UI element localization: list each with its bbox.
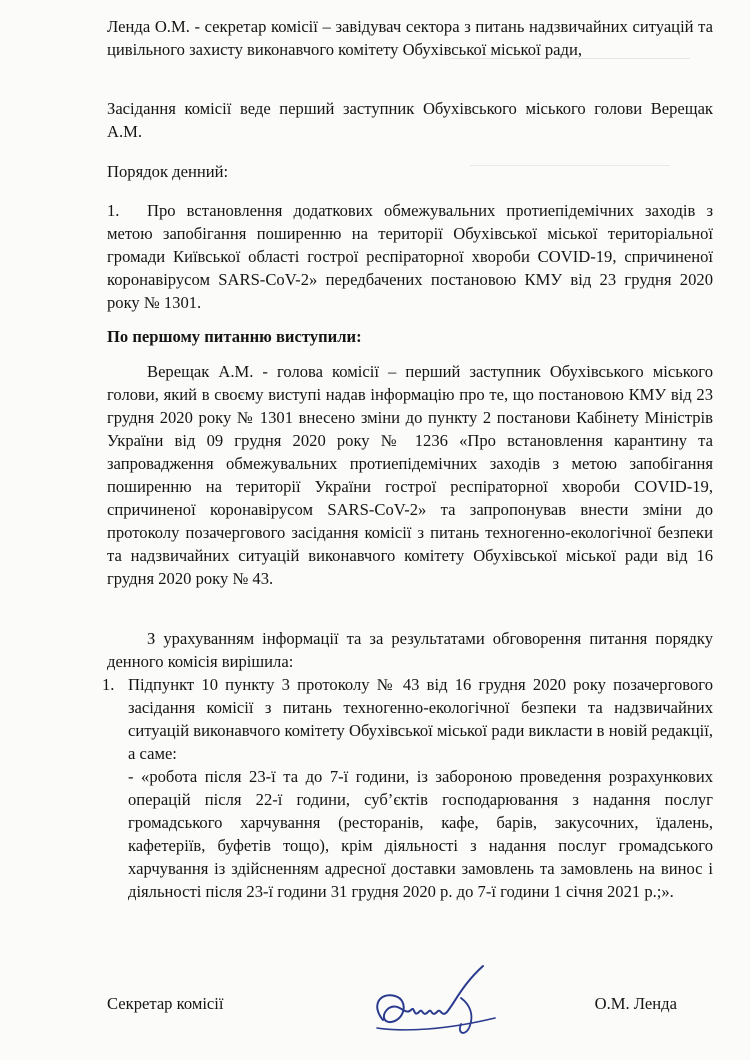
decision-item-number: 1. [102, 675, 115, 694]
chair-paragraph: Засідання комісії веде перший заступник Обухівського міського голови Верещак А.М. [107, 99, 713, 141]
agenda-item-number: 1. [107, 201, 120, 220]
agenda-title: Порядок денний: [107, 162, 229, 181]
decision-item-1 [102, 673, 713, 903]
bleed-through-decoration [450, 58, 690, 99]
decision-item-quote: - «робота після 23-ї та до 7-ї години, із забороною проведення розрахункових операцій після 22-ї години, суб’єктів господарювання з надання послуг громадського харчування (ресторанів, кафе, барів, закусочних, їдалень, кафетеріїв, буфетів тощо), крім діяльності з надання послуг громадського харчування із здійсненням адресної доставки замовлень та замовлень на винос і діяльності після 23-ї години 31 грудня 2020 р. до 7-ї години 1 січня 2021 р.;». [128, 767, 713, 901]
handwritten-signature-icon [365, 958, 515, 1038]
secretary-name: О.М. Ленда [594, 994, 677, 1013]
decision-item-text: Підпункт 10 пункту 3 протоколу № 43 від 16 грудня 2020 року позачергового засідання комісії з питань техногенно-екологічної безпеки та надзвичайних ситуацій виконавчого комітету Обухівської міської ради викласти в новій редакції, а саме: [128, 675, 713, 763]
member-secretary-paragraph: Ленда О.М. - секретар комісії – завідувач сектора з питань надзвичайних ситуацій та цивільного захисту виконавчого комітету Обухівської міської ради, [107, 17, 713, 59]
first-question-heading: По першому питанню виступили: [107, 327, 362, 346]
decision-intro-paragraph: З урахуванням інформації та за результатами обговорення питання порядку денного комісія вирішила: [107, 629, 713, 671]
agenda-item-text: Про встановлення додаткових обмежувальних протиепідемічних заходів з метою запобігання поширенню на території Обухівської міської територіальної громади Київської області гострої респіраторної хвороби COVID-19, спричиненої коронавірусом SARS-CoV-2» передбачених постановою КМУ від 23 грудня 2020 року № 1301. [107, 201, 713, 312]
speech-paragraph: Верещак А.М. - голова комісії – перший заступник Обухівського міського голови, який в своєму виступі надав інформацію про те, що постановою КМУ від 23 грудня 2020 року № 1301 внесено зміни до пункту 2 постанови Кабінету Міністрів України від 09 грудня 2020 року № 1236 «Про встановлення карантину та запровадження обмежувальних протиепідемічних заходів з метою запобігання поширенню на території України гострої респіраторної хвороби COVID-19, спричиненої коронавірусом SARS-CoV-2» та запропонував внести зміни до протоколу позачергового засідання комісії з питань техногенно-екологічної безпеки та надзвичайних ситуацій виконавчого комітету Обухівської міської ради від 16 грудня 2020 року № 43. [107, 362, 713, 588]
agenda-item-1 [107, 199, 713, 314]
secretary-label: Секретар комісії [107, 994, 224, 1013]
